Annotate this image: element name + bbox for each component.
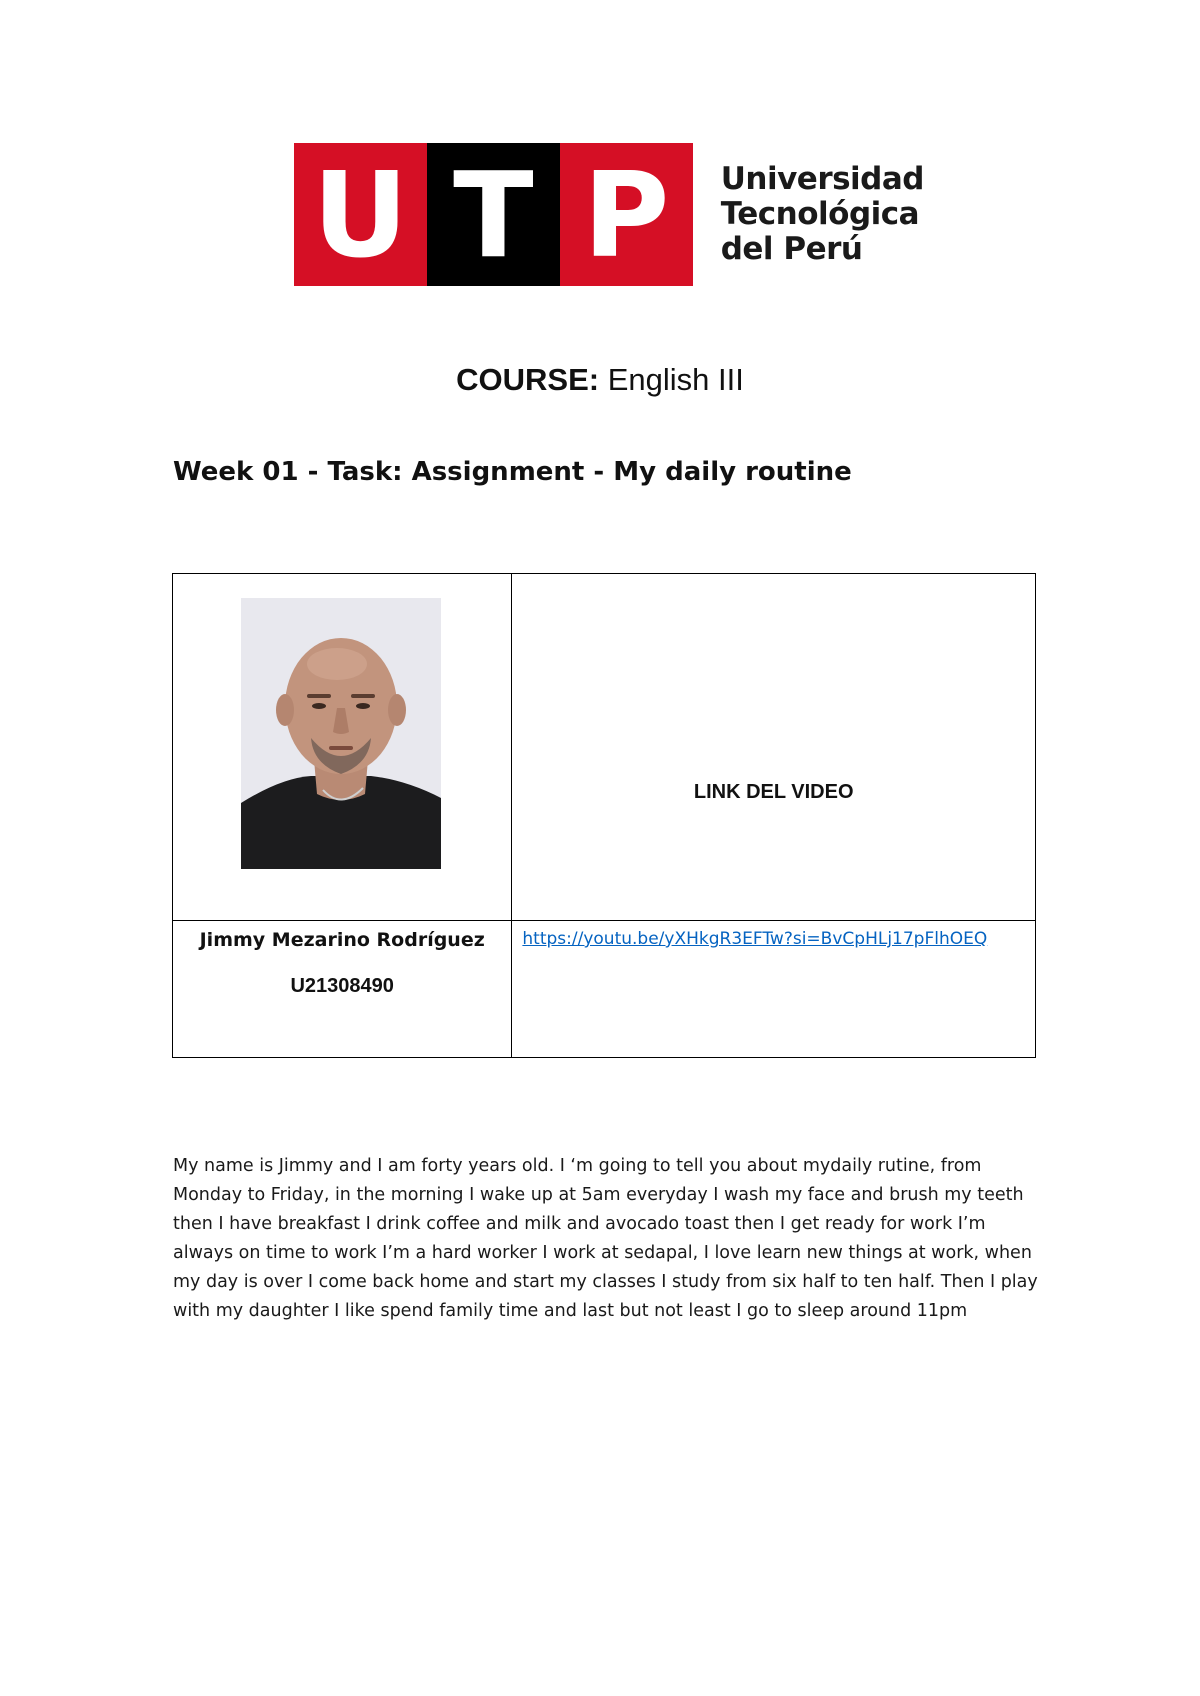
university-name-line-1: Universidad	[720, 161, 924, 197]
video-link-label: LINK DEL VIDEO	[693, 781, 854, 803]
logo-letter-u: U	[294, 143, 427, 286]
video-link[interactable]: https://youtu.be/yXHkgR3EFTw?si=BvCpHLj17pFlhOEQ	[522, 929, 988, 949]
university-name-line-2: Tecnológica	[720, 196, 920, 232]
video-cell	[512, 574, 1036, 921]
photo-cell	[173, 574, 512, 921]
link-cell	[512, 921, 1036, 1058]
logo-letter-t: T	[427, 143, 560, 286]
student-portrait-icon	[241, 598, 441, 869]
university-name	[721, 162, 924, 267]
utp-logo	[294, 143, 924, 286]
student-id: U21308490	[290, 975, 394, 997]
student-cell	[173, 921, 512, 1058]
routine-paragraph: My name is Jimmy and I am forty years old. I ‘m going to tell you about mydaily rutine, from Monday to Friday, in the morning I wake up at 5am everyday I wash my face and brush my teeth then I have breakfast I drink coffee and milk and avocado toast then I get ready for work I’m always on time to work I’m a hard worker I work at sedapal, I love learn new things at work, when my day is over I come back home and start my classes I study from six half to ten half. Then I play with my daughter I like spend family time and last but not least I go to sleep around 11pm	[173, 1156, 1038, 1321]
course-value: English III	[607, 362, 744, 397]
university-name-line-3: del Perú	[720, 231, 863, 267]
logo-letter-p: P	[560, 143, 693, 286]
course-label: COURSE:	[456, 362, 600, 397]
student-name: Jimmy Mezarino Rodríguez	[199, 929, 485, 951]
course-heading	[0, 362, 1200, 398]
task-title: Week 01 - Task: Assignment - My daily routine	[173, 457, 852, 487]
student-photo	[241, 598, 441, 869]
student-info-table	[172, 573, 1036, 1058]
